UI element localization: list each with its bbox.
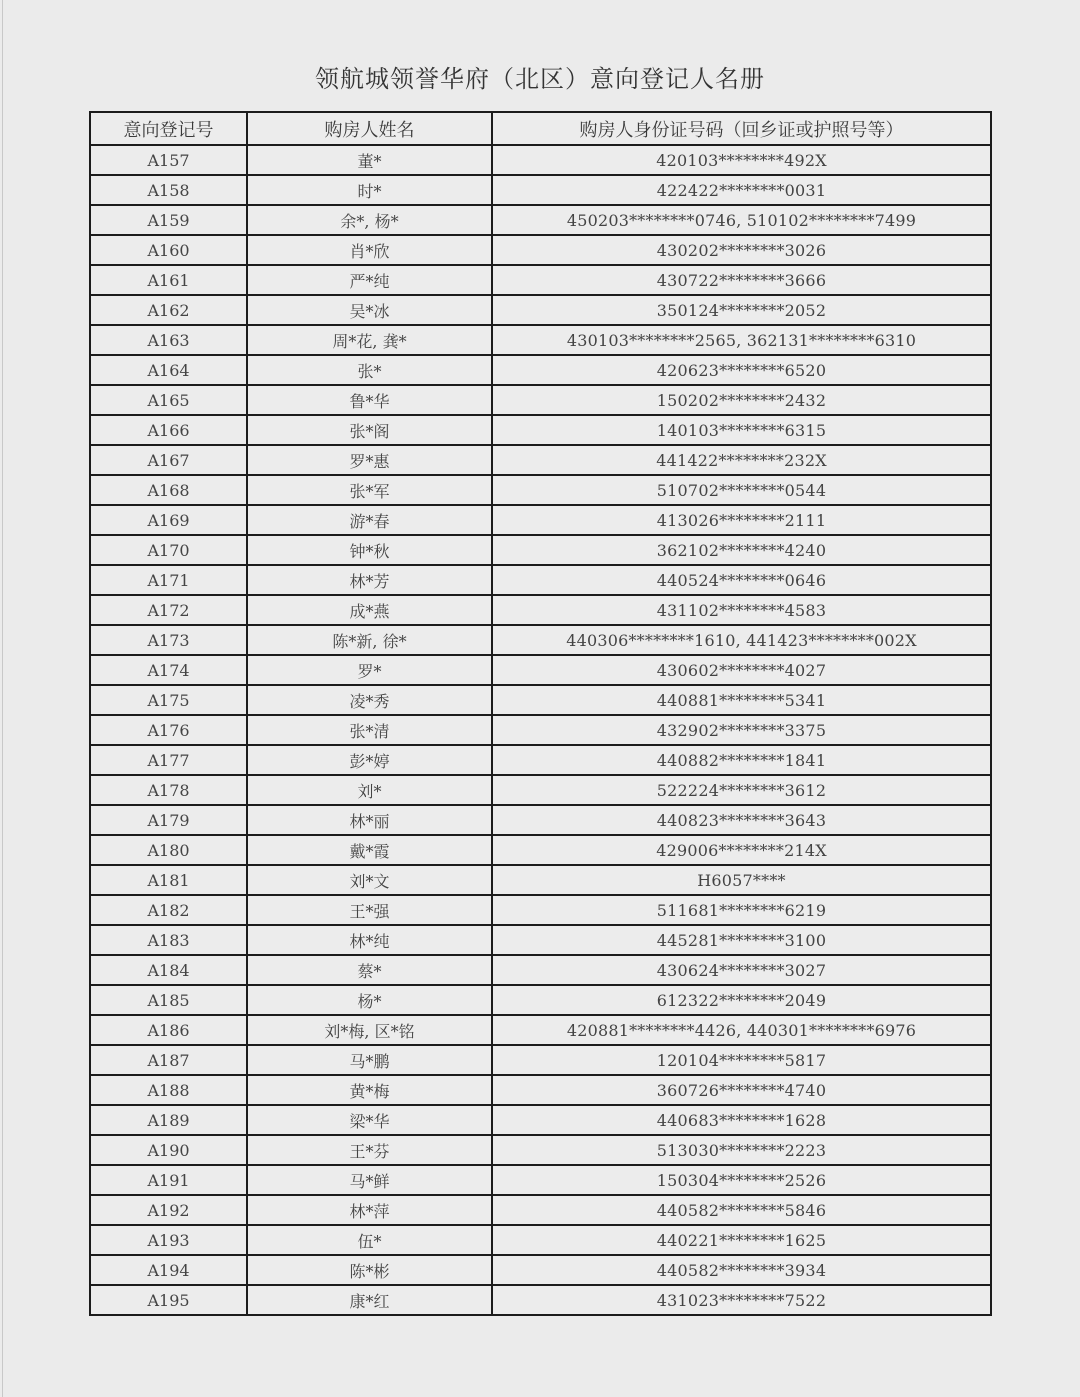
registration-number-cell: A157 — [90, 145, 247, 175]
buyer-name-cell: 刘*梅, 区*铭 — [247, 1015, 492, 1045]
buyer-name-cell: 罗* — [247, 655, 492, 685]
registration-number-cell: A164 — [90, 355, 247, 385]
buyer-id-number-cell: 445281********3100 — [492, 925, 991, 955]
buyer-id-number-cell: 440823********3643 — [492, 805, 991, 835]
table-row — [90, 595, 991, 625]
registration-number-cell: A184 — [90, 955, 247, 985]
buyer-id-number-cell: 450203********0746, 510102********7499 — [492, 205, 991, 235]
registration-number-cell: A175 — [90, 685, 247, 715]
table-row — [90, 1285, 991, 1315]
registration-number-cell: A171 — [90, 565, 247, 595]
table-row — [90, 505, 991, 535]
registration-number-cell: A181 — [90, 865, 247, 895]
buyer-id-number-cell: 511681********6219 — [492, 895, 991, 925]
buyer-name-cell: 梁*华 — [247, 1105, 492, 1135]
registration-number-cell: A185 — [90, 985, 247, 1015]
buyer-name-cell: 张*阁 — [247, 415, 492, 445]
table-row — [90, 1135, 991, 1165]
registration-number-cell: A170 — [90, 535, 247, 565]
registration-number-cell: A163 — [90, 325, 247, 355]
buyer-name-cell: 罗*惠 — [247, 445, 492, 475]
registration-number-cell: A158 — [90, 175, 247, 205]
registration-number-cell: A176 — [90, 715, 247, 745]
registration-number-cell: A188 — [90, 1075, 247, 1105]
buyer-id-number-cell: 510702********0544 — [492, 475, 991, 505]
buyer-name-cell: 林*芳 — [247, 565, 492, 595]
buyer-name-cell: 伍* — [247, 1225, 492, 1255]
buyer-name-cell: 林*萍 — [247, 1195, 492, 1225]
buyer-id-number-cell: 350124********2052 — [492, 295, 991, 325]
buyer-name-cell: 杨* — [247, 985, 492, 1015]
buyer-name-cell: 陈*彬 — [247, 1255, 492, 1285]
buyer-id-number-cell: 430722********3666 — [492, 265, 991, 295]
registration-number-cell: A177 — [90, 745, 247, 775]
buyer-id-number-cell: 440221********1625 — [492, 1225, 991, 1255]
buyer-id-number-cell: 360726********4740 — [492, 1075, 991, 1105]
registration-number-cell: A160 — [90, 235, 247, 265]
table-row — [90, 415, 991, 445]
buyer-name-cell: 严*纯 — [247, 265, 492, 295]
buyer-name-cell: 凌*秀 — [247, 685, 492, 715]
header-registration-number: 意向登记号 — [90, 112, 247, 145]
buyer-id-number-cell: 420103********492X — [492, 145, 991, 175]
table-row — [90, 535, 991, 565]
table-row — [90, 1015, 991, 1045]
table-row — [90, 955, 991, 985]
buyer-id-number-cell: 522224********3612 — [492, 775, 991, 805]
buyer-name-cell: 张*军 — [247, 475, 492, 505]
buyer-name-cell: 时* — [247, 175, 492, 205]
buyer-id-number-cell: 513030********2223 — [492, 1135, 991, 1165]
buyer-id-number-cell: 420623********6520 — [492, 355, 991, 385]
table-row — [90, 745, 991, 775]
buyer-name-cell: 张*清 — [247, 715, 492, 745]
buyer-name-cell: 鲁*华 — [247, 385, 492, 415]
buyer-name-cell: 王*芬 — [247, 1135, 492, 1165]
buyer-id-number-cell: 432902********3375 — [492, 715, 991, 745]
registration-number-cell: A162 — [90, 295, 247, 325]
table-row — [90, 385, 991, 415]
buyer-id-number-cell: 430602********4027 — [492, 655, 991, 685]
buyer-name-cell: 肖*欣 — [247, 235, 492, 265]
buyer-id-number-cell: 440582********3934 — [492, 1255, 991, 1285]
table-body — [90, 145, 991, 1315]
buyer-id-number-cell: 440882********1841 — [492, 745, 991, 775]
table-row — [90, 985, 991, 1015]
registration-number-cell: A168 — [90, 475, 247, 505]
buyer-name-cell: 戴*霞 — [247, 835, 492, 865]
table-row — [90, 775, 991, 805]
buyer-name-cell: 康*红 — [247, 1285, 492, 1315]
registration-number-cell: A174 — [90, 655, 247, 685]
registration-number-cell: A179 — [90, 805, 247, 835]
table-row — [90, 865, 991, 895]
table-row — [90, 925, 991, 955]
buyer-id-number-cell: 612322********2049 — [492, 985, 991, 1015]
table-row — [90, 895, 991, 925]
table-row — [90, 355, 991, 385]
registration-number-cell: A195 — [90, 1285, 247, 1315]
table-row — [90, 1255, 991, 1285]
buyer-name-cell: 刘* — [247, 775, 492, 805]
buyer-name-cell: 蔡* — [247, 955, 492, 985]
header-buyer-id-number: 购房人身份证号码（回乡证或护照号等） — [492, 112, 991, 145]
page-edge-line — [2, 0, 3, 1397]
table-row — [90, 1105, 991, 1135]
table-row — [90, 805, 991, 835]
registration-number-cell: A167 — [90, 445, 247, 475]
registration-table — [89, 111, 992, 1316]
table-row — [90, 655, 991, 685]
buyer-name-cell: 余*, 杨* — [247, 205, 492, 235]
buyer-id-number-cell: H6057**** — [492, 865, 991, 895]
buyer-name-cell: 钟*秋 — [247, 535, 492, 565]
buyer-name-cell: 王*强 — [247, 895, 492, 925]
table-header-row — [90, 112, 991, 145]
registration-number-cell: A183 — [90, 925, 247, 955]
buyer-id-number-cell: 362102********4240 — [492, 535, 991, 565]
buyer-name-cell: 黄*梅 — [247, 1075, 492, 1105]
buyer-name-cell: 张* — [247, 355, 492, 385]
registration-number-cell: A165 — [90, 385, 247, 415]
buyer-name-cell: 董* — [247, 145, 492, 175]
table-row — [90, 475, 991, 505]
buyer-id-number-cell: 150304********2526 — [492, 1165, 991, 1195]
registration-number-cell: A194 — [90, 1255, 247, 1285]
registration-number-cell: A166 — [90, 415, 247, 445]
buyer-name-cell: 马*鹏 — [247, 1045, 492, 1075]
buyer-name-cell: 游*春 — [247, 505, 492, 535]
buyer-name-cell: 刘*文 — [247, 865, 492, 895]
buyer-id-number-cell: 422422********0031 — [492, 175, 991, 205]
registration-number-cell: A161 — [90, 265, 247, 295]
buyer-id-number-cell: 430103********2565, 362131********6310 — [492, 325, 991, 355]
buyer-id-number-cell: 429006********214X — [492, 835, 991, 865]
table-row — [90, 145, 991, 175]
registration-number-cell: A186 — [90, 1015, 247, 1045]
buyer-name-cell: 周*花, 龚* — [247, 325, 492, 355]
buyer-id-number-cell: 420881********4426, 440301********6976 — [492, 1015, 991, 1045]
registration-number-cell: A173 — [90, 625, 247, 655]
buyer-id-number-cell: 430202********3026 — [492, 235, 991, 265]
buyer-id-number-cell: 413026********2111 — [492, 505, 991, 535]
buyer-id-number-cell: 440582********5846 — [492, 1195, 991, 1225]
table-row — [90, 685, 991, 715]
registration-number-cell: A180 — [90, 835, 247, 865]
table-row — [90, 715, 991, 745]
buyer-id-number-cell: 431023********7522 — [492, 1285, 991, 1315]
buyer-id-number-cell: 441422********232X — [492, 445, 991, 475]
table-row — [90, 1165, 991, 1195]
table-row — [90, 235, 991, 265]
buyer-id-number-cell: 440306********1610, 441423********002X — [492, 625, 991, 655]
header-buyer-name: 购房人姓名 — [247, 112, 492, 145]
buyer-name-cell: 马*鲜 — [247, 1165, 492, 1195]
buyer-name-cell: 陈*新, 徐* — [247, 625, 492, 655]
registration-number-cell: A159 — [90, 205, 247, 235]
buyer-id-number-cell: 440524********0646 — [492, 565, 991, 595]
table-row — [90, 565, 991, 595]
document-title: 领航城领誉华府（北区）意向登记人名册 — [315, 65, 765, 93]
table-row — [90, 1075, 991, 1105]
table-row — [90, 1195, 991, 1225]
table-row — [90, 205, 991, 235]
registration-number-cell: A192 — [90, 1195, 247, 1225]
registration-number-cell: A191 — [90, 1165, 247, 1195]
buyer-name-cell: 吴*冰 — [247, 295, 492, 325]
buyer-id-number-cell: 440881********5341 — [492, 685, 991, 715]
registration-number-cell: A169 — [90, 505, 247, 535]
table-row — [90, 835, 991, 865]
buyer-name-cell: 林*丽 — [247, 805, 492, 835]
table-row — [90, 1225, 991, 1255]
registration-number-cell: A193 — [90, 1225, 247, 1255]
buyer-name-cell: 彭*婷 — [247, 745, 492, 775]
table-row — [90, 625, 991, 655]
buyer-name-cell: 林*纯 — [247, 925, 492, 955]
buyer-id-number-cell: 120104********5817 — [492, 1045, 991, 1075]
buyer-id-number-cell: 150202********2432 — [492, 385, 991, 415]
registration-number-cell: A178 — [90, 775, 247, 805]
buyer-id-number-cell: 430624********3027 — [492, 955, 991, 985]
table-row — [90, 295, 991, 325]
table-row — [90, 325, 991, 355]
table-row — [90, 265, 991, 295]
buyer-id-number-cell: 440683********1628 — [492, 1105, 991, 1135]
buyer-name-cell: 成*燕 — [247, 595, 492, 625]
registration-number-cell: A172 — [90, 595, 247, 625]
buyer-id-number-cell: 140103********6315 — [492, 415, 991, 445]
table-row — [90, 175, 991, 205]
registration-number-cell: A187 — [90, 1045, 247, 1075]
table-row — [90, 445, 991, 475]
table-row — [90, 1045, 991, 1075]
registration-number-cell: A182 — [90, 895, 247, 925]
buyer-id-number-cell: 431102********4583 — [492, 595, 991, 625]
registration-number-cell: A189 — [90, 1105, 247, 1135]
registration-number-cell: A190 — [90, 1135, 247, 1165]
